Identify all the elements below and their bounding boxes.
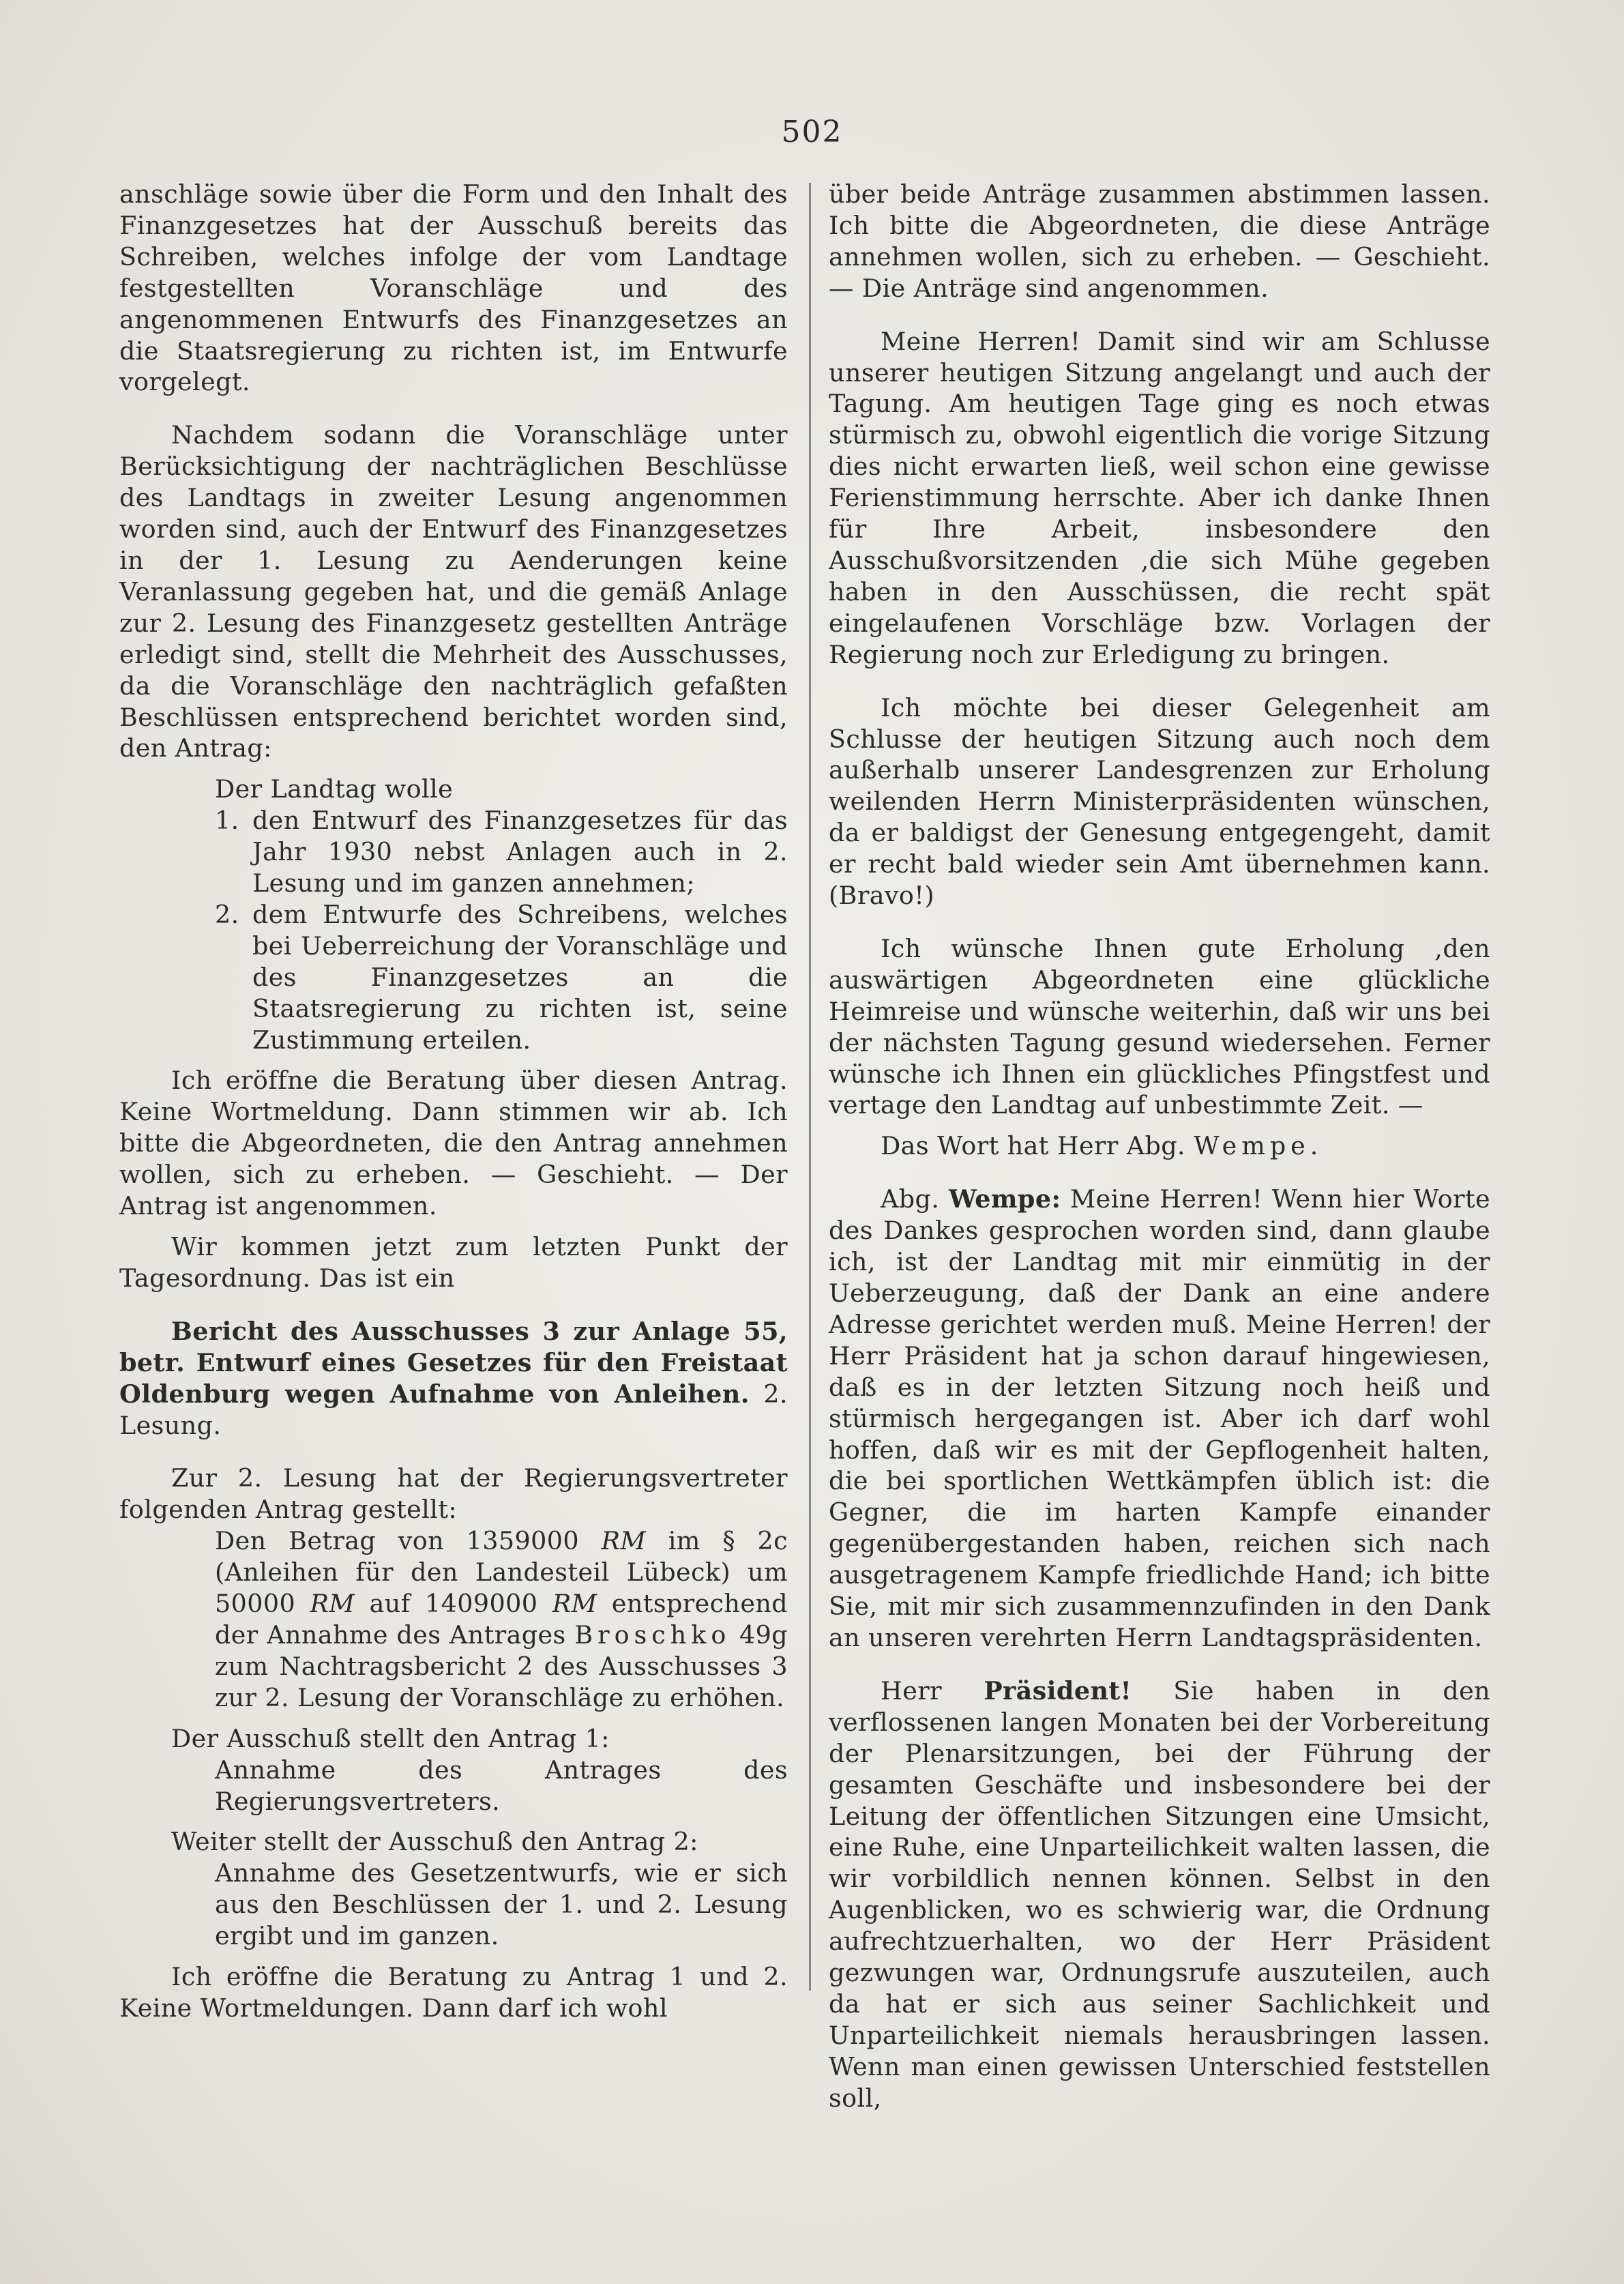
paragraph: Wir kommen jetzt zum letzten Punkt der Tagesordnung. Das ist ein <box>119 1232 788 1293</box>
paragraph-text: Das Wort hat Herr Abg. <box>881 1131 1194 1161</box>
addressee-name: Präsident! <box>984 1675 1132 1705</box>
speaker-name: Wempe: <box>948 1184 1061 1214</box>
paragraph: Nachdem sodann die Voranschläge unter Berücksichtigung der nachträglichen Beschlüsse des Landtags in zweiter Lesung angenommen worden sind, auch der Entwurf des Finanzgesetzes in der 1. Lesung zu Aenderungen keine Veranlassung gegeben hat, und die gemäß Anlage zur 2. Lesung des Finanzgesetz gestellten Anträge erledigt sind, stellt die Mehrheit des Ausschusses, da die Voranschläge den nachträglich gefaßten Beschlüssen entsprechend berichtet worden sind, den Antrag: <box>119 420 788 763</box>
amendment-part: im § 2c (Anleihen für den Landesteil Lübeck) um 50000 <box>215 1526 788 1619</box>
motion-item-number: 1. <box>215 806 239 836</box>
column-divider <box>809 183 811 1991</box>
page-number: 502 <box>781 115 843 149</box>
speech <box>829 1675 1490 2114</box>
paragraph: Ich möchte bei dieser Gelegenheit am Schlusse der heutigen Sitzung auch noch dem außerhalb unserer Landesgrenzen zur Erholung weilenden Herrn Ministerpräsidenten wünschen, da er baldigst der Genesung entgegengeht, damit er recht bald wieder sein Amt übernehmen kann. (Bravo!) <box>829 692 1490 911</box>
motion-item-text: den Entwurf des Finanzgesetzes für das Jahr 1930 nebst Anlagen auch in 2. Lesung und im ganzen annehmen; <box>252 806 788 898</box>
motion-item <box>119 899 788 1056</box>
paragraph: Weiter stellt der Ausschuß den Antrag 2: <box>171 1827 698 1857</box>
paragraph: anschläge sowie über die Form und den Inhalt des Finanzgesetzes hat der Ausschuß bereits das Schreiben, welches infolge der vom Landtage festgestellten Voranschläge und des angenommenen Entwurfs des Finanzgesetzes an die Staatsregierung zu richten ist, im Entwurfe vorgelegt. <box>119 179 788 397</box>
amendment-part: auf 1409000 <box>355 1589 552 1619</box>
paragraph: Ich eröffne die Beratung zu Antrag 1 und 2. Keine Wortmeldungen. Dann darf ich wohl <box>119 1962 788 2023</box>
amendment-part: Den Betrag von 1359000 <box>215 1526 602 1556</box>
agenda-heading-title: Bericht des Ausschusses 3 zur Anlage 55, betr. Entwurf eines Gesetzes für den Freistaat Oldenburg wegen Aufnahme von Anleihen. <box>119 1316 788 1409</box>
currency-symbol: RM <box>310 1589 355 1619</box>
paragraph <box>829 1130 1490 1162</box>
motion-item-text: dem Entwurfe des Schreibens, welches bei Ueberreichung der Voranschläge und des Finanzgesetzes an die Staatsregierung zu richten ist, seine Zustimmung erteilen. <box>252 899 788 1055</box>
agenda-heading <box>119 1316 788 1441</box>
paragraph: Zur 2. Lesung hat der Regierungsvertreter folgenden Antrag gestellt: <box>119 1463 788 1525</box>
speech-prefix: Abg. <box>881 1184 949 1214</box>
left-column <box>119 179 788 2024</box>
motion-intro: Der Landtag wolle <box>215 774 454 804</box>
speech-text: Meine Herren! Wenn hier Worte des Dankes gesprochen worden sind, dann glaube ich, ist der Landtag mit mir einmütig in der Ueberzeugung, daß der Dank an eine andere Adresse gerichtet werden muß. Meine Herren! der Herr Präsident hat ja schon darauf hingewiesen, daß es in der letzten Sitzung noch heiß und stürmisch hergegangen ist. Aber ich darf wohl hoffen, daß wir es mit der Gepflogenheit halten, die bei sportlichen Wettkämpfen üblich ist: die Gegner, die im harten Kampfe einander gegenübergestanden haben, reichen sich nach ausgetragenem Kampfe friedlichde Hand; ich bitte Sie, mit mir sich zusammennzufinden in den Dank an unseren verehrten Herrn Landtagspräsidenten. <box>829 1184 1490 1652</box>
speech <box>829 1184 1490 1654</box>
amendment-part: entsprechend der Annahme des Antrages <box>215 1589 788 1650</box>
amendment-text <box>119 1525 788 1713</box>
agenda-heading-tail: 2. Lesung. <box>119 1379 788 1440</box>
speech-text: Sie haben in den verflossenen langen Monaten bei der Vorbereitung der Plenarsitzungen, bei der Führung der gesamten Geschäfte und insbesondere bei der Leitung der öffentlichen Sitzungen eine Umsicht, eine Ruhe, eine Unparteilichkeit walten lassen, die wir vorbildlich nennen können. Selbst in den Augenblicken, wo es schwierig war, die Ordnung aufrechtzuerhalten, wo der Herr Präsident gezwungen war, Ordnungsrufe auszuteilen, auch da hat er sich aus seiner Sachlichkeit und Unparteilichkeit niemals herausbringen lassen. Wenn man einen gewissen Unterschied feststellen soll, <box>829 1675 1490 2113</box>
right-column <box>829 179 1490 2114</box>
paragraph: Ich eröffne die Beratung über diesen Antrag. Keine Wortmeldung. Dann stimmen wir ab. Ich bitte die Abgeordneten, die den Antrag annehmen wollen, sich zu erheben. — Geschieht. — Der Antrag ist angenommen. <box>119 1066 788 1221</box>
speech-prefix: Herr <box>881 1675 984 1705</box>
amendment-part: 49g zum Nachtragsbericht 2 des Ausschusses 3 zur 2. Lesung der Voranschläge zu erhöhen. <box>215 1620 788 1712</box>
currency-symbol: RM <box>601 1526 647 1556</box>
motion-text: Annahme des Antrages des Regierungsvertreters. <box>215 1755 788 1816</box>
motion-text: Annahme des Gesetzentwurfs, wie er sich aus den Beschlüssen der 1. und 2. Lesung ergibt und im ganzen. <box>215 1858 788 1951</box>
speaker-name: Wempe. <box>1194 1131 1323 1161</box>
paragraph: über beide Anträge zusammen abstimmen lassen. Ich bitte die Abgeordneten, die diese Anträge annehmen wollen, sich zu erheben. — Geschieht. — Die Anträge sind angenommen. <box>829 179 1490 303</box>
paragraph: Meine Herren! Damit sind wir am Schlusse unserer heutigen Sitzung angelangt und auch der Tagung. Am heutigen Tage ging es noch etwas stürmisch zu, obwohl eigentlich die vorige Sitzung dies nicht erwarten ließ, weil schon eine gewisse Ferienstimmung herrschte. Aber ich danke Ihnen für Ihre Arbeit, insbesondere den Ausschußvorsitzenden ,die sich Mühe gegeben haben in den Ausschüssen, die recht spät eingelaufenen Vorschläge bzw. Vorlagen der Regierung noch zur Erledigung zu bringen. <box>829 326 1490 669</box>
paragraph: Ich wünsche Ihnen gute Erholung ,den auswärtigen Abgeordneten eine glückliche Heimreise und wünsche weiterhin, daß wir uns bei der nächsten Tagung gesund wiedersehen. Ferner wünsche ich Ihnen ein glückliches Pfingstfest und vertage den Landtag auf unbestimmte Zeit. — <box>829 933 1490 1120</box>
paragraph: Der Ausschuß stellt den Antrag 1: <box>171 1723 610 1753</box>
person-name: Broschko <box>574 1620 731 1650</box>
currency-symbol: RM <box>552 1589 597 1619</box>
motion-item-number: 2. <box>215 899 239 929</box>
motion-item <box>119 805 788 899</box>
